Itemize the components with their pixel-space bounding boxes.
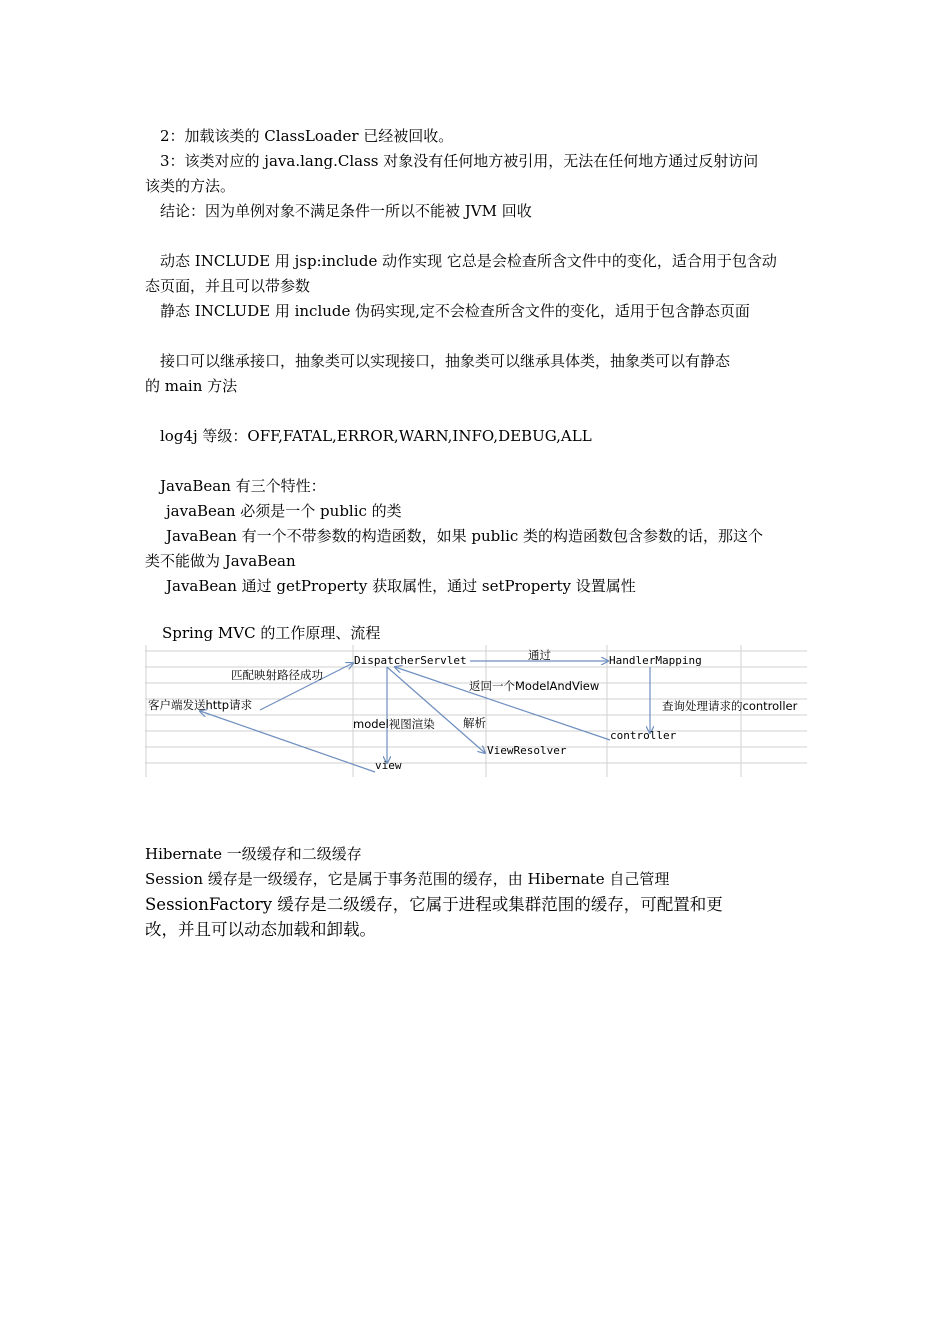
text-line: 2：加载该类的 ClassLoader 已经被回收。	[160, 127, 454, 145]
handler-mapping-label: HandlerMapping	[609, 654, 702, 667]
query-controller-label: 查询处理请求的controller	[662, 699, 798, 713]
text-line: JavaBean 有三个特性：	[160, 477, 326, 495]
view-label: view	[375, 759, 402, 772]
text-line: Spring MVC 的工作原理、流程	[162, 624, 381, 642]
client-request-label: 客户端发送http请求	[148, 698, 253, 712]
text-line: 静态 INCLUDE 用 include 伪码实现,定不会检查所含文件的变化，适用于包含静态页面	[160, 302, 750, 320]
text-line: 结论：因为单例对象不满足条件一所以不能被 JVM 回收	[160, 202, 532, 220]
text-line: Hibernate 一级缓存和二级缓存	[145, 845, 362, 863]
parse-label: 解析	[463, 716, 486, 730]
text-line: SessionFactory 缓存是二级缓存，它属于进程或集群范围的缓存，可配置和更	[145, 895, 723, 914]
text-line: log4j 等级：OFF,FATAL,ERROR,WARN,INFO,DEBUG,ALL	[160, 427, 592, 445]
text-line: Session 缓存是一级缓存，它是属于事务范围的缓存，由 Hibernate 自己管理	[145, 870, 670, 888]
spring-mvc-diagram	[145, 645, 807, 777]
text-line: 动态 INCLUDE 用 jsp:include 动作实现 它总是会检查所含文件中的变化，适合用于包含动	[160, 252, 777, 270]
text-line: 改，并且可以动态加载和卸载。	[145, 920, 376, 939]
match-mapping-label: 匹配映射路径成功	[231, 668, 323, 682]
text-line: 类不能做为 JavaBean	[145, 552, 296, 570]
text-line: 的 main 方法	[145, 377, 238, 395]
dispatcher-servlet-label: DispatcherServlet	[354, 654, 467, 667]
controller-label: controller	[610, 729, 677, 742]
text-line: 该类的方法。	[145, 177, 236, 195]
text-line: 3：该类对应的 java.lang.Class 对象没有任何地方被引用，无法在任何地方通过反射访问	[160, 152, 759, 170]
text-line: 接口可以继承接口，抽象类可以实现接口，抽象类可以继承具体类，抽象类可以有静态	[160, 352, 731, 370]
text-line: javaBean 必须是一个 public 的类	[166, 502, 402, 520]
via-label: 通过	[528, 648, 551, 662]
text-line: 态页面，并且可以带参数	[145, 277, 311, 295]
text-line: JavaBean 通过 getProperty 获取属性，通过 setProperty 设置属性	[166, 577, 636, 595]
view-resolver-label: ViewResolver	[487, 744, 567, 757]
model-render-label: model视图渲染	[353, 717, 435, 731]
text-line: JavaBean 有一个不带参数的构造函数，如果 public 类的构造函数包含参数的话，那这个	[166, 527, 764, 545]
return-model-and-view-label: 返回一个ModelAndView	[469, 679, 600, 693]
